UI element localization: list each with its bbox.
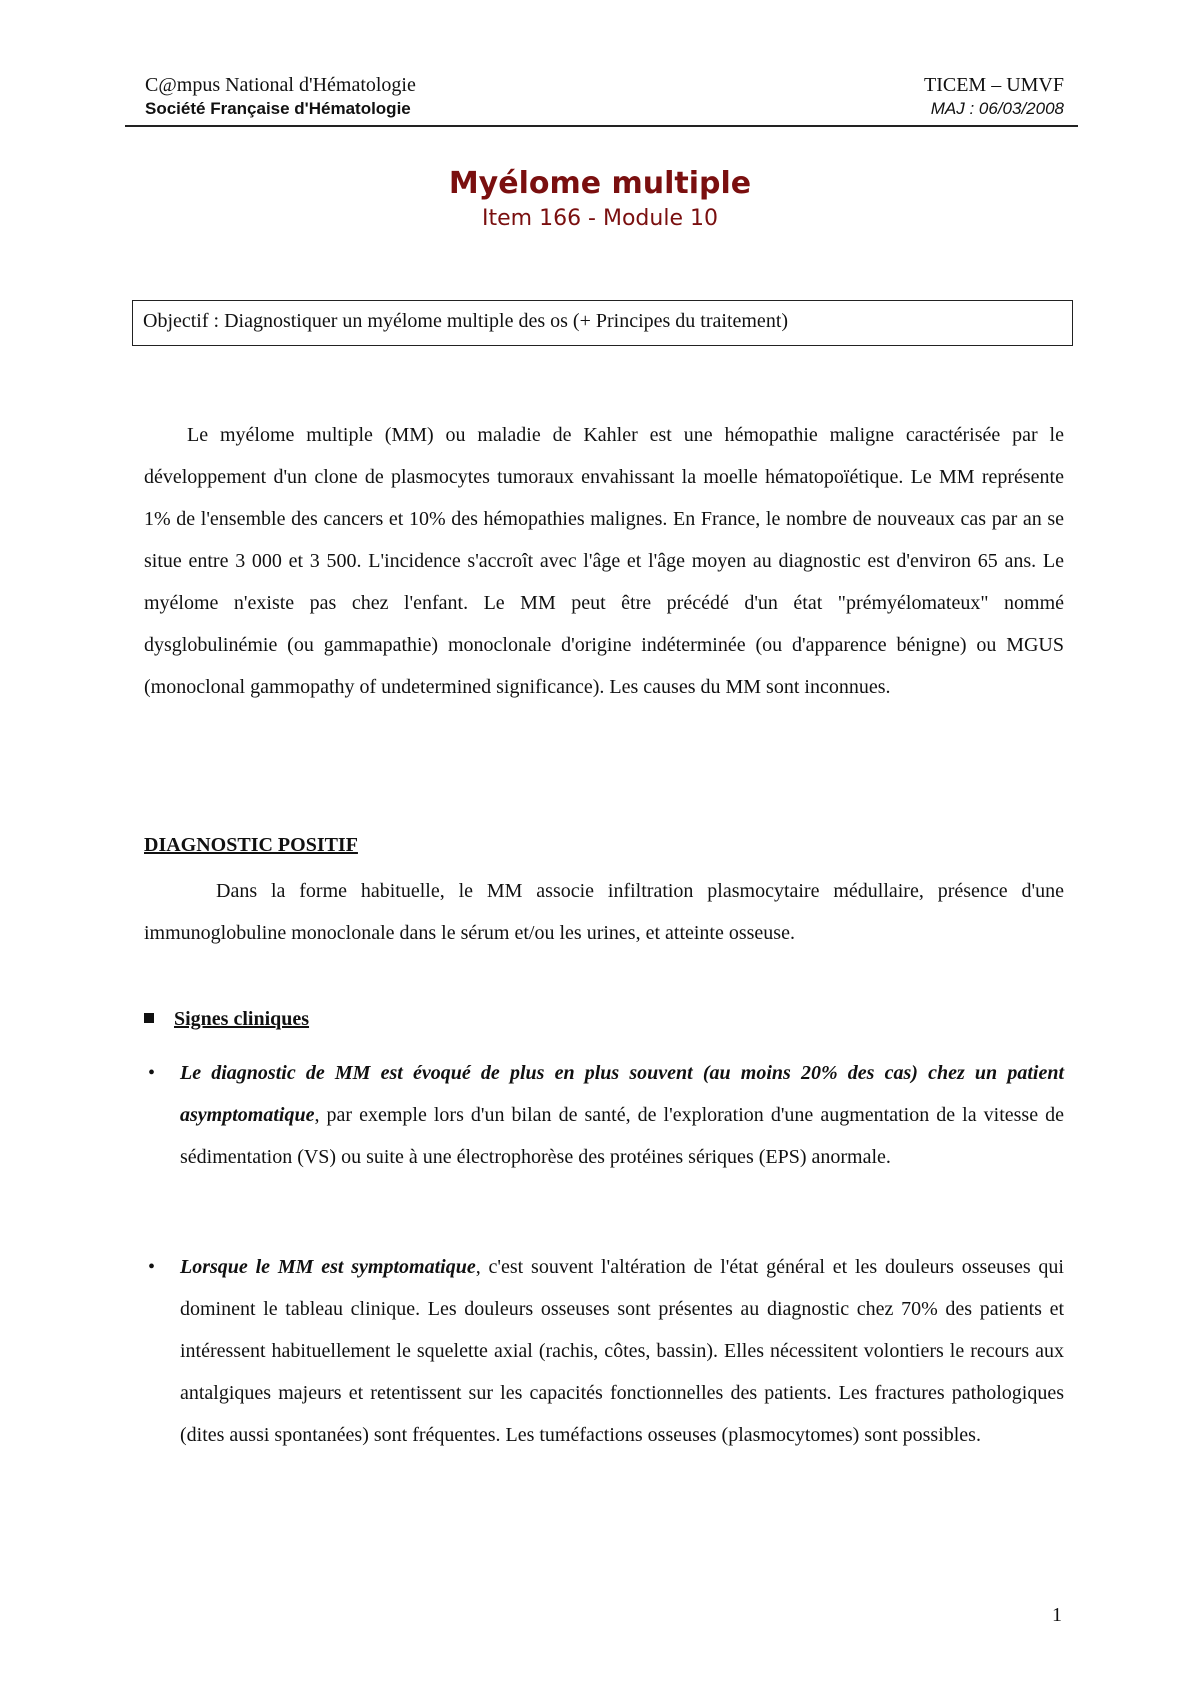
- section-title: DIAGNOSTIC POSITIF: [144, 834, 358, 856]
- bullet-item: [180, 1246, 1064, 1456]
- document-title: Myélome multiple: [448, 166, 752, 201]
- bullet-dot-icon: •: [148, 1062, 156, 1084]
- page-number: 1: [1052, 1604, 1062, 1626]
- bullet-lead: Le diagnostic de MM est évoqué de plus en plus souvent (au moins 20% des cas) chez un patient asymptomatique: [180, 1062, 1064, 1126]
- header-right: [924, 72, 1064, 120]
- update-date: MAJ : 06/03/2008: [930, 99, 1064, 118]
- bullet-dot-icon: •: [148, 1256, 156, 1278]
- ticem-label: TICEM – UMVF: [923, 74, 1064, 96]
- bullet-text: , c'est souvent l'altération de l'état général et les douleurs osseuses qui dominent le tableau clinique. Les douleurs osseuses sont présentes au diagnostic chez 70% des patients et intéressent habituellement le squelette axial (rachis, côtes, bassin). Elles nécessitent volontiers le recours aux antalgiques majeurs et retentissent sur les capacités fonctionnelles des patients. Les fractures pathologiques (dites aussi spontanées) sont fréquentes. Les tuméfactions osseuses (plasmocytomes) sont possibles.: [180, 1256, 1064, 1446]
- bullet-lead: Lorsque le MM est symptomatique: [180, 1256, 476, 1278]
- objective-box: Objectif : Diagnostiquer un myélome multiple des os (+ Principes du traitement): [132, 300, 1073, 346]
- intro-paragraph: Le myélome multiple (MM) ou maladie de Kahler est une hémopathie maligne caractérisée par le développement d'un clone de plasmocytes tumoraux envahissant la moelle hématopoïétique. Le MM représente 1% de l'ensemble des cancers et 10% des hémopathies malignes. En France, le nombre de nouveaux cas par an se situe entre 3 000 et 3 500. L'incidence s'accroît avec l'âge et l'âge moyen au diagnostic est d'environ 65 ans. Le myélome n'existe pas chez l'enfant. Le MM peut être précédé d'un état "prémyélomateux" nommé dysglobulinémie (ou gammapathie) monoclonale d'origine indéterminée (ou d'apparence bénigne) ou MGUS (monoclonal gammopathy of undetermined significance). Les causes du MM sont inconnues.: [144, 424, 1064, 698]
- header-left: [145, 72, 416, 120]
- subsection-heading: [144, 1008, 309, 1031]
- bullet-item: [180, 1052, 1064, 1178]
- square-bullet-icon: [144, 1013, 154, 1023]
- diagnostic-paragraph: Dans la forme habituelle, le MM associe infiltration plasmocytaire médullaire, présence d'une immunoglobuline monoclonale dans le sérum et/ou les urines, et atteinte osseuse.: [144, 880, 1064, 944]
- header-divider: [125, 125, 1078, 127]
- campus-name: C@mpus National d'Hématologie: [145, 74, 416, 96]
- society-name: Société Française d'Hématologie: [145, 99, 411, 118]
- bullet-text: , par exemple lors d'un bilan de santé, de l'exploration d'une augmentation de la vitesse de sédimentation (VS) ou suite à une électrophorèse des protéines sériques (EPS) anormale.: [180, 1104, 1064, 1168]
- document-subtitle: Item 166 - Module 10: [482, 206, 718, 231]
- subsection-title: Signes cliniques: [174, 1008, 310, 1030]
